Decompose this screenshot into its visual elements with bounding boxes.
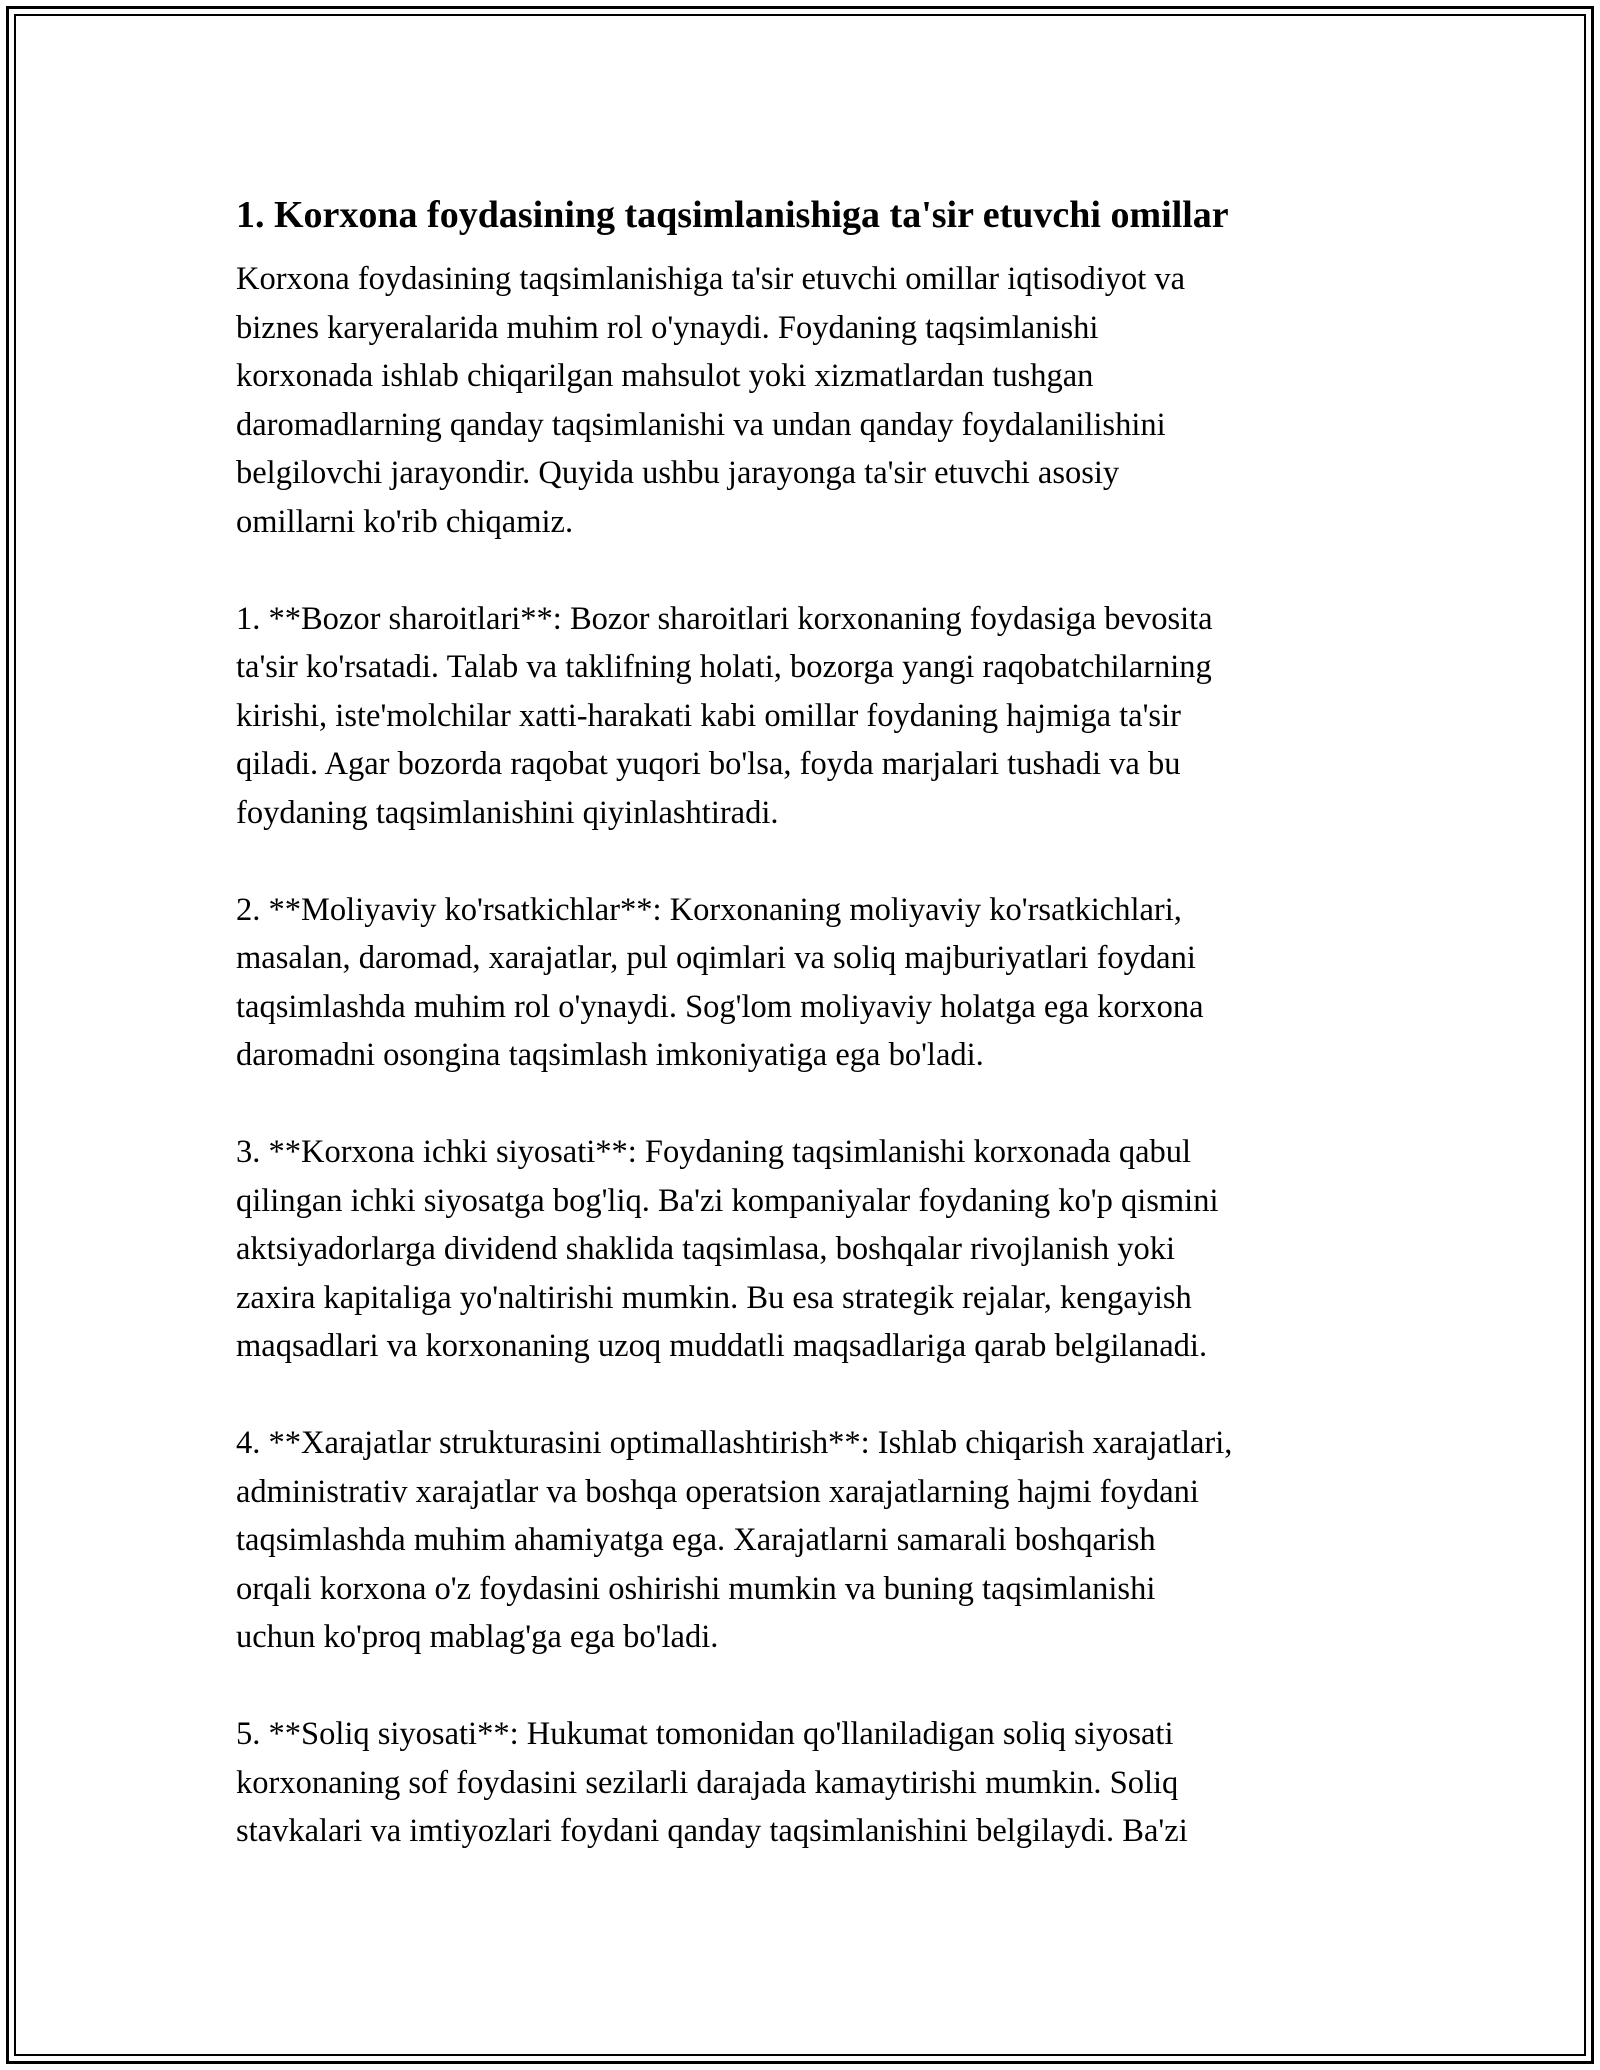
text-line: ta'sir ko'rsatadi. Talab va taklifning holati, bozorga yangi raqobatchilarning — [236, 649, 1212, 685]
section-heading: 1. Korxona foydasining taqsimlanishiga ta'sir etuvchi omillar — [236, 194, 1229, 236]
document-body — [236, 185, 1376, 1904]
text-line: taqsimlashda muhim rol o'ynaydi. Sog'lom moliyaviy holatga ega korxona — [236, 988, 1204, 1025]
text-line: 5. **Soliq siyosati**: Hukumat tomonidan qo'llaniladigan soliq siyosati — [236, 1716, 1174, 1752]
text-line: qilingan ichki siyosatga bog'liq. Ba'zi kompaniyalar foydaning ko'p qismini — [236, 1182, 1219, 1219]
text-line: 2. **Moliyaviy ko'rsatkichlar**: Korxonaning moliyaviy ko'rsatkichlari, — [236, 891, 1182, 928]
text-line: daromadni osongina taqsimlash imkoniyatiga ega bo'ladi. — [236, 1037, 984, 1073]
text-line: masalan, daromad, xarajatlar, pul oqimlari va soliq majburiyatlari foydani — [236, 940, 1196, 976]
text-line: foydaning taqsimlanishini qiyinlashtiradi. — [236, 794, 779, 831]
text-line: taqsimlashda muhim ahamiyatga ega. Xarajatlarni samarali boshqarish — [236, 1522, 1156, 1558]
text-line: uchun ko'proq mablag'ga ega bo'ladi. — [236, 1619, 719, 1655]
text-line: administrativ xarajatlar va boshqa operatsion xarajatlarning hajmi foydani — [236, 1473, 1199, 1510]
factor-paragraph-cost-optimization — [236, 1419, 1376, 1662]
factor-paragraph-financial-indicators — [236, 886, 1376, 1080]
text-line: aktsiyadorlarga dividend shaklida taqsimlasa, boshqalar rivojlanish yoki — [236, 1231, 1175, 1267]
factor-paragraph-internal-policy — [236, 1128, 1376, 1371]
text-line: kirishi, iste'molchilar xatti-harakati kabi omillar foydaning hajmiga ta'sir — [236, 697, 1181, 734]
text-line: 4. **Xarajatlar strukturasini optimallashtirish**: Ishlab chiqarish xarajatlari, — [236, 1425, 1233, 1461]
text-line: daromadlarning qanday taqsimlanishi va undan qanday foydalanilishini — [236, 406, 1166, 443]
text-line: maqsadlari va korxonaning uzoq muddatli maqsadlariga qarab belgilanadi. — [236, 1328, 1208, 1364]
text-line: 1. **Bozor sharoitlari**: Bozor sharoitlari korxonaning foydasiga bevosita — [236, 600, 1213, 637]
text-line: zaxira kapitaliga yo'naltirishi mumkin. Bu esa strategik rejalar, kengayish — [236, 1279, 1192, 1316]
text-line: biznes karyeralarida muhim rol o'ynaydi. Foydaning taqsimlanishi — [236, 309, 1099, 346]
text-line: omillarni ko'rib chiqamiz. — [236, 503, 574, 540]
factor-paragraph-tax-policy — [236, 1710, 1376, 1856]
text-line: orqali korxona o'z foydasini oshirishi mumkin va buning taqsimlanishi — [236, 1570, 1156, 1607]
text-line: 3. **Korxona ichki siyosati**: Foydaning taqsimlanishi korxonada qabul — [236, 1134, 1192, 1170]
text-line: qiladi. Agar bozorda raqobat yuqori bo'lsa, foyda marjalari tushadi va bu — [236, 746, 1181, 782]
intro-paragraph — [236, 255, 1376, 546]
text-line: belgilovchi jarayondir. Quyida ushbu jarayonga ta'sir etuvchi asosiy — [236, 455, 1120, 491]
text-line: Korxona foydasining taqsimlanishiga ta'sir etuvchi omillar iqtisodiyot va — [236, 261, 1186, 297]
text-line: korxonada ishlab chiqarilgan mahsulot yoki xizmatlardan tushgan — [236, 358, 1094, 394]
text-line: stavkalari va imtiyozlari foydani qanday taqsimlanishini belgilaydi. Ba'zi — [236, 1813, 1188, 1849]
text-line: korxonaning sof foydasini sezilarli darajada kamaytirishi mumkin. Soliq — [236, 1764, 1179, 1801]
factor-paragraph-market-conditions — [236, 595, 1376, 838]
